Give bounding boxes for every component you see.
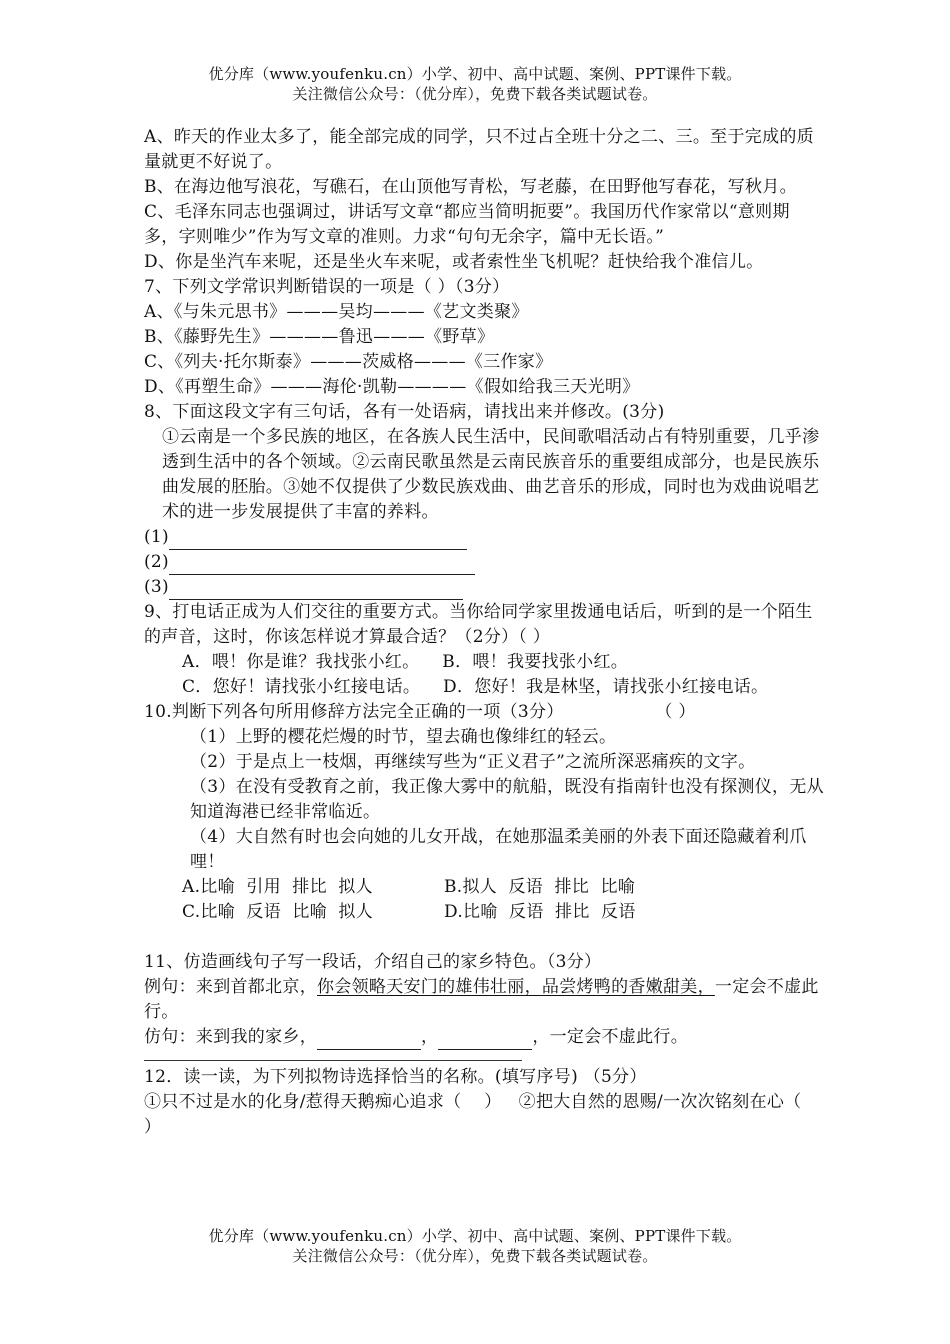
header-line-2: 关注微信公众号：（优分库），免费下载各类试题试卷。: [292, 85, 658, 103]
q7-stem: 7、下列文学常识判断错误的一项是（ ）（3分）: [144, 277, 510, 297]
q11-stem: 11、仿造画线句子写一段话，介绍自己的家乡特色。（3分）: [144, 952, 602, 972]
q6-option-c: C、毛泽东同志也强调过，讲话写文章“都应当简明扼要”。我国历代作家常以“意则期多，字则唯少”作为写文章的准则。力求“句句无余字，篇中无长语。”: [144, 202, 790, 247]
q11-imitate-prefix: 仿句：来到我的家乡，: [144, 1027, 317, 1047]
q9-stem: 9、打电话正成为人们交往的重要方式。当你给同学家里拨通电话后，听到的是一个陌生的声音，这时，你该怎样说才算最合适？（2分）（ ）: [144, 602, 813, 647]
q7-option-a: A、《与朱元思书》———吴均———《艺文类聚》: [144, 302, 529, 322]
q11-answer-line[interactable]: [144, 1060, 522, 1061]
q10-item-3: （3）在没有受教育之前，我正像大雾中的航船，既没有指南针也没有探测仪，无从知道海港已经非常临近。: [190, 777, 824, 822]
q10-stem: 10.判断下列各句所用修辞方法完全正确的一项（3分）: [144, 702, 564, 722]
q11-imitate-suffix: ，一定会不虚此行。: [532, 1027, 689, 1047]
q8-answer-2[interactable]: [144, 550, 824, 575]
q10-item-1: （1）上野的樱花烂熳的时节，望去确也像绯红的轻云。: [190, 727, 617, 747]
q8-stem: 8、下面这段文字有三句话，各有一处语病，请找出来并修改。(3分): [144, 402, 665, 422]
q8-blank-label-2: (2): [144, 552, 169, 572]
q12-stem: 12．读一读，为下列拟物诗选择恰当的名称。(填写序号) （5分）: [144, 1067, 647, 1087]
footer-line-1: 优分库（www.youfenku.cn）小学、初中、高中试题、案例、PPT课件下载。: [208, 1227, 742, 1245]
q7-option-d: D、《再塑生命》———海伦·凯勒————《假如给我三天光明》: [144, 377, 640, 397]
q10-answer-paren: （ ）: [655, 702, 696, 722]
q11-example-underlined: 你会领略天安门的雄伟壮丽，品尝烤鸭的香嫩甜美，: [317, 977, 715, 997]
q10-item-2: （2）于是点上一枝烟，再继续写些为“正义君子”之流所深恶痛疾的文字。: [190, 752, 756, 772]
q8-blank-line-3[interactable]: [169, 581, 463, 600]
q8-answer-1[interactable]: [144, 525, 824, 550]
spacer: [144, 925, 824, 950]
q11-example-suffix: 一定会不虚此行。: [144, 977, 819, 1022]
q10-options-row-1: [144, 875, 824, 900]
q8-passage: ①云南是一个多民族的地区，在各族人民生活中，民间歌唱活动占有特别重要，几乎渗透到生活中的各个领域。②云南民歌虽然是云南民族音乐的重要组成部分，也是民族乐曲发展的胚胎。③她不仅提供了少数民族戏曲、曲艺音乐的形成，同时也为戏曲说唱艺术的进一步发展提供了丰富的养料。: [162, 427, 820, 522]
q9-options-row-2: C．您好！请找张小红接电话。 D．您好！我是林坚，请找张小红接电话。: [182, 677, 769, 697]
q11-imitate: [144, 1025, 824, 1050]
q10-stem-line: [144, 700, 824, 725]
q6-option-b: B、在海边他写浪花，写礁石，在山顶他写青松，写老藤，在田野他写春花，写秋月。: [144, 177, 797, 197]
q10-option-d: D.比喻 反语 排比 反语: [444, 902, 636, 922]
q8-answer-3[interactable]: [144, 575, 824, 600]
q6-option-d: D、你是坐汽车来呢，还是坐火车来呢，或者索性坐飞机呢？赶快给我个准信儿。: [144, 252, 764, 272]
q11-example: [144, 975, 824, 1025]
q12-line: ①只不过是水的化身/惹得天鹅痴心追求（ ） ②把大自然的恩赐/一次次铭刻在心（ ）: [144, 1092, 825, 1137]
q9-options-row-1: A．喂！你是谁？我找张小红。 B．喂！我要找张小红。: [182, 652, 629, 672]
q11-blank-1[interactable]: [317, 1031, 421, 1050]
q10-option-b: B.拟人 反语 排比 比喻: [444, 877, 636, 897]
q10-option-a: A.比喻 引用 排比 拟人: [182, 877, 373, 897]
q8-blank-line-2[interactable]: [169, 556, 475, 575]
q8-blank-label-1: (1): [144, 527, 169, 547]
exam-content: [144, 125, 824, 1140]
q8-blank-line-1[interactable]: [169, 531, 467, 550]
q7-option-b: B、《藤野先生》————鲁迅———《野草》: [144, 327, 495, 347]
q11-blank-2[interactable]: [438, 1031, 532, 1050]
q7-option-c: C、《列夫·托尔斯泰》———茨威格———《三作家》: [144, 352, 553, 372]
q11-imitate-sep: ，: [421, 1027, 439, 1047]
q10-item-4: （4）大自然有时也会向她的儿女开战，在她那温柔美丽的外表下面还隐藏着利爪哩！: [190, 827, 807, 872]
q11-example-prefix: 例句：来到首都北京，: [144, 977, 317, 997]
page-footer: [0, 1226, 950, 1266]
footer-line-2: 关注微信公众号：（优分库），免费下载各类试题试卷。: [292, 1247, 658, 1265]
q6-option-a: A、昨天的作业太多了，能全部完成的同学，只不过占全班十分之二、三。至于完成的质量就更不好说了。: [144, 127, 814, 172]
q8-blank-label-3: (3): [144, 577, 169, 597]
q10-option-c: C.比喻 反语 比喻 拟人: [182, 902, 374, 922]
page-header: [0, 64, 950, 104]
header-line-1: 优分库（www.youfenku.cn）小学、初中、高中试题、案例、PPT课件下载。: [208, 65, 742, 83]
q10-options-row-2: [144, 900, 824, 925]
